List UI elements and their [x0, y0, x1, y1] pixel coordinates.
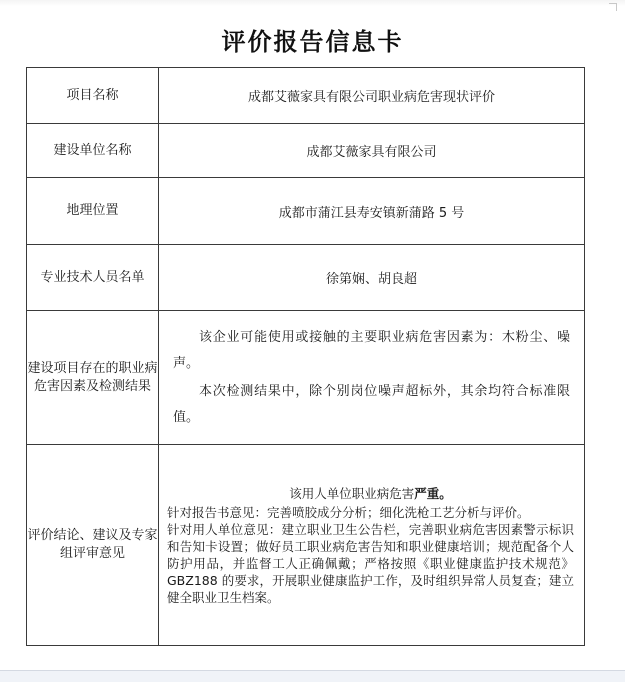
value-conclusion — [159, 445, 585, 646]
table-row-conclusion — [27, 445, 585, 646]
table-row-location — [27, 178, 585, 245]
value-hazards — [159, 311, 585, 445]
document-title: 评价报告信息卡 — [221, 28, 404, 56]
bottom-toolbar-strip — [0, 670, 625, 682]
conclusion-employer-opinion: 针对用人单位意见：建立职业卫生公告栏，完善职业病危害因素警示标识和告知卡设置；做好员工职业病危害告知和职业健康培训；规范配备个人防护用品，并监督工人正确佩戴；严格按照《职业健康监护技术规范》GBZ188 的要求，开展职业健康监护工作，及时组织异常人员复查；建立健全职业卫生档案。 — [167, 521, 574, 605]
page-corner-mark — [609, 3, 617, 11]
conclusion-report-opinion: 针对报告书意见：完善喷胶成分分析；细化洗枪工艺分析与评价。 — [167, 504, 530, 520]
info-card-table — [26, 67, 585, 646]
conclusion-lead-text: 该用人单位职业病危害 — [289, 485, 415, 501]
label-staff: 专业技术人员名单 — [27, 245, 159, 311]
value-staff: 徐第娴、胡良超 — [159, 245, 585, 311]
label-project-name: 项目名称 — [27, 68, 159, 124]
label-unit-name: 建设单位名称 — [27, 124, 159, 178]
hazards-paragraph-1: 该企业可能使用或接触的主要职业病危害因素为：木粉尘、噪声。 — [173, 329, 570, 371]
table-row-staff — [27, 245, 585, 311]
hazards-paragraph-2: 本次检测结果中，除个别岗位噪声超标外，其余均符合标准限值。 — [173, 383, 570, 425]
conclusion-severity: 严重。 — [414, 485, 452, 501]
conclusion-lead — [167, 485, 574, 502]
table-row-hazards — [27, 311, 585, 445]
value-project-name: 成都艾薇家具有限公司职业病危害现状评价 — [159, 68, 585, 124]
value-unit-name: 成都艾薇家具有限公司 — [159, 124, 585, 178]
value-location: 成都市蒲江县寿安镇新蒲路 5 号 — [159, 178, 585, 245]
window-top-edge — [0, 0, 625, 6]
table-row-unit-name — [27, 124, 585, 178]
label-hazards: 建设项目存在的职业病危害因素及检测结果 — [27, 311, 159, 445]
table-row-project-name — [27, 68, 585, 124]
label-conclusion: 评价结论、建议及专家组评审意见 — [27, 445, 159, 646]
label-location: 地理位置 — [27, 178, 159, 245]
